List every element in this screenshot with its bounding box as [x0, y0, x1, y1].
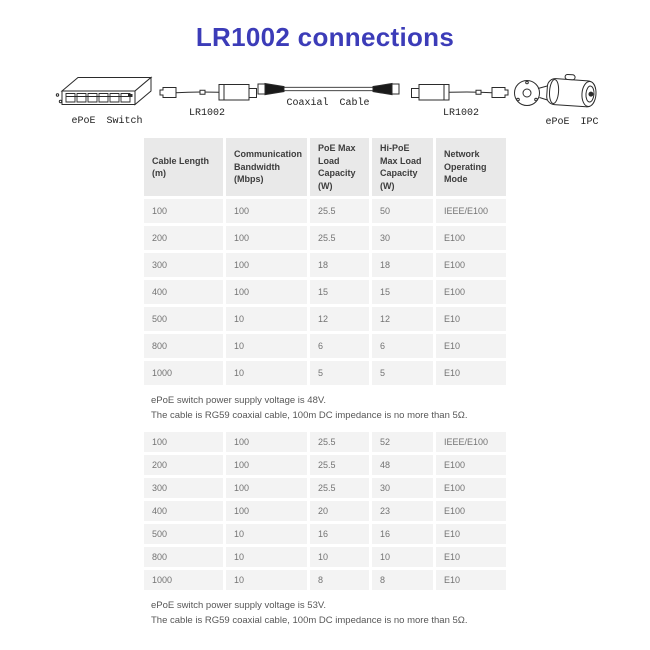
table-cell: 5 [310, 361, 369, 385]
table-cell: 25.5 [310, 226, 369, 250]
table-cell: 800 [144, 334, 223, 358]
table-row [144, 501, 506, 521]
table-row [144, 280, 506, 304]
table-cell: 200 [144, 226, 223, 250]
table-cell: E10 [436, 361, 506, 385]
table-cell: 18 [372, 253, 433, 277]
table-cell: 25.5 [310, 199, 369, 223]
table-cell: 10 [226, 570, 307, 590]
lr1002-right-icon [412, 85, 509, 101]
table-row [144, 570, 506, 590]
table-cell: 100 [144, 199, 223, 223]
notes-section-1 [151, 394, 509, 423]
table-row [144, 455, 506, 475]
table-cell: 10 [226, 361, 307, 385]
header-row [144, 138, 506, 196]
table-cell: E100 [436, 455, 506, 475]
table-cell: 100 [226, 226, 307, 250]
table-cell: 23 [372, 501, 433, 521]
connection-diagram [0, 67, 650, 131]
table-cell: 100 [144, 432, 223, 452]
lr1002-left-icon [160, 85, 257, 101]
table-cell: 800 [144, 547, 223, 567]
epoe-ipc-camera-icon [515, 73, 598, 107]
table-cell: 300 [144, 478, 223, 498]
table-cell: 8 [372, 570, 433, 590]
table-cell: 100 [226, 280, 307, 304]
notes-section-2 [151, 599, 509, 628]
table-cell: 30 [372, 478, 433, 498]
col-header-network-mode: Network Operating Mode [436, 138, 506, 196]
table-cell: 8 [310, 570, 369, 590]
coaxial-cable-icon [258, 84, 399, 95]
table-cell: 100 [226, 432, 307, 452]
table-cell: 25.5 [310, 478, 369, 498]
table-cell: 25.5 [310, 455, 369, 475]
table-row [144, 361, 506, 385]
table-row [144, 199, 506, 223]
lr1002-right-label: LR1002 [442, 108, 480, 119]
table-cell: 16 [310, 524, 369, 544]
col-header-bandwidth: Communication Bandwidth (Mbps) [226, 138, 307, 196]
table-cell: 100 [226, 501, 307, 521]
table-row [144, 547, 506, 567]
table-cell: E10 [436, 307, 506, 331]
table-cell: 48 [372, 455, 433, 475]
table-cell: 10 [226, 524, 307, 544]
table-cell: E10 [436, 570, 506, 590]
col-header-poe-capacity: PoE Max Load Capacity (W) [310, 138, 369, 196]
table-cell: E100 [436, 280, 506, 304]
table-row [144, 253, 506, 277]
table-cell: 400 [144, 501, 223, 521]
table-cell: 12 [310, 307, 369, 331]
spec-table-section-2 [141, 429, 509, 593]
table-cell: E100 [436, 226, 506, 250]
table-cell: 52 [372, 432, 433, 452]
table-cell: 5 [372, 361, 433, 385]
table-cell: 25.5 [310, 432, 369, 452]
table-cell: IEEE/E100 [436, 432, 506, 452]
table-cell: 15 [372, 280, 433, 304]
table-cell: E100 [436, 501, 506, 521]
table-cell: 18 [310, 253, 369, 277]
note-line: The cable is RG59 coaxial cable, 100m DC impedance is no more than 5Ω. [151, 614, 468, 626]
table-row [144, 226, 506, 250]
table-row [144, 334, 506, 358]
table-cell: 500 [144, 307, 223, 331]
table-row [144, 307, 506, 331]
table-cell: 50 [372, 199, 433, 223]
table-cell: 400 [144, 280, 223, 304]
table-cell: 100 [226, 478, 307, 498]
table-cell: 30 [372, 226, 433, 250]
epoe-switch-label: ePoE Switch [71, 116, 143, 127]
table-cell: 16 [372, 524, 433, 544]
lr1002-left-label: LR1002 [188, 108, 226, 119]
table-cell: 100 [226, 199, 307, 223]
table-cell: 6 [310, 334, 369, 358]
table-cell: E10 [436, 524, 506, 544]
table-row [144, 524, 506, 544]
col-header-cable-length: Cable Length (m) [144, 138, 223, 196]
epoe-ipc-label: ePoE IPC [545, 117, 599, 128]
table-cell: 200 [144, 455, 223, 475]
table-cell: 10 [372, 547, 433, 567]
note-line: ePoE switch power supply voltage is 48V. [151, 395, 326, 407]
table-cell: IEEE/E100 [436, 199, 506, 223]
table-cell: 1000 [144, 361, 223, 385]
col-header-hipoe-capacity: Hi-PoE Max Load Capacity (W) [372, 138, 433, 196]
spec-tables [141, 135, 509, 628]
table-cell: E10 [436, 334, 506, 358]
note-line: ePoE switch power supply voltage is 53V. [151, 599, 326, 611]
coaxial-cable-label: Coaxial Cable [286, 98, 370, 109]
note-line: The cable is RG59 coaxial cable, 100m DC impedance is no more than 5Ω. [151, 410, 468, 422]
table-cell: 500 [144, 524, 223, 544]
table-row [144, 432, 506, 452]
table-cell: 10 [226, 334, 307, 358]
table-cell: 10 [226, 547, 307, 567]
table-cell: 6 [372, 334, 433, 358]
table-cell: 100 [226, 253, 307, 277]
table-cell: 10 [310, 547, 369, 567]
table-cell: E100 [436, 253, 506, 277]
table-cell: E10 [436, 547, 506, 567]
table-cell: 15 [310, 280, 369, 304]
spec-table-section-1 [141, 135, 509, 388]
table-cell: E100 [436, 478, 506, 498]
table-cell: 1000 [144, 570, 223, 590]
table-cell: 100 [226, 455, 307, 475]
table-cell: 300 [144, 253, 223, 277]
table-cell: 10 [226, 307, 307, 331]
page-title: LR1002 connections [195, 22, 455, 52]
table-cell: 12 [372, 307, 433, 331]
epoe-switch-icon [56, 78, 151, 105]
table-cell: 20 [310, 501, 369, 521]
table-row [144, 478, 506, 498]
connection-diagram-art [0, 67, 650, 131]
